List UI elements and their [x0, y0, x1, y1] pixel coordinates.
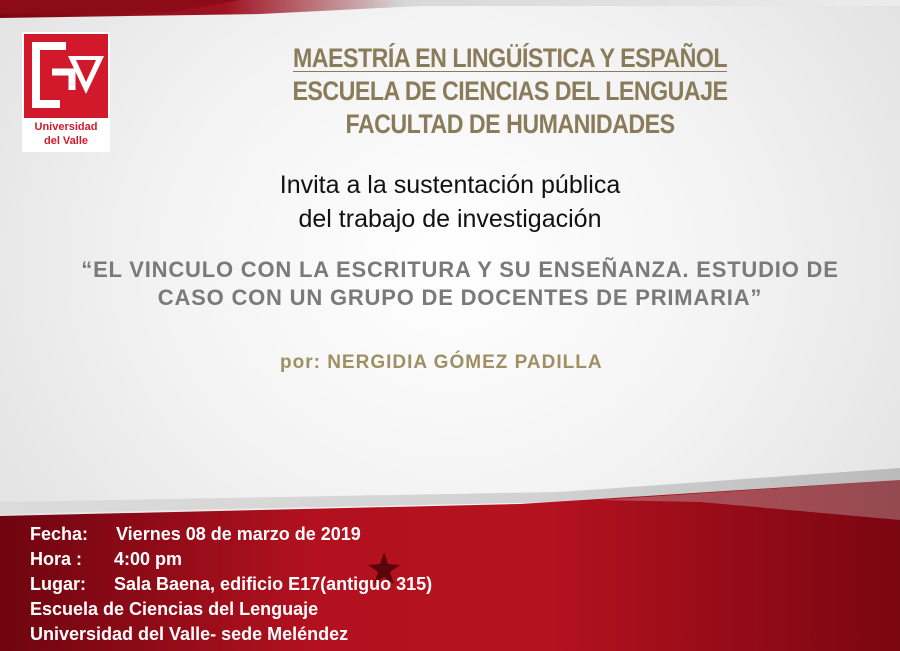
place-value: Sala Baena, edificio E17(antiguo 315): [114, 574, 433, 594]
invitation-text: [220, 168, 680, 236]
thesis-title-line-1: “EL VINCULO CON LA ESCRITURA Y SU ENSEÑANZA. ESTUDIO DE: [81, 257, 839, 282]
time-label: Hora :: [30, 549, 83, 569]
author-name: por: NERGIDIA GÓMEZ PADILLA: [280, 352, 603, 373]
program-header: [230, 42, 790, 141]
program-name: MAESTRÍA EN LINGÜÍSTICA Y ESPAÑOL: [292, 43, 728, 73]
date-row: [30, 522, 432, 547]
place-label: Lugar:: [30, 574, 86, 594]
thesis-title: [30, 256, 890, 312]
school-name: ESCUELA DE CIENCIAS DEL LENGUAJE: [292, 76, 728, 106]
time-row: [30, 547, 432, 572]
place-row: [30, 572, 432, 597]
svg-text:Universidad: Universidad: [34, 121, 98, 133]
thesis-title-line-2: CASO CON UN GRUPO DE DOCENTES DE PRIMARIA”: [157, 285, 763, 310]
faculty-name: FACULTAD DE HUMANIDADES: [345, 109, 675, 139]
date-value: Viernes 08 de marzo de 2019: [116, 524, 361, 544]
event-details: [30, 522, 432, 647]
universidad-del-valle-logo: [22, 32, 110, 152]
school-line: Escuela de Ciencias del Lenguaje: [30, 599, 319, 619]
top-decorative-bar: [0, 0, 900, 30]
time-value: 4:00 pm: [114, 549, 183, 569]
university-line: Universidad del Valle- sede Meléndez: [30, 624, 349, 644]
svg-text:del Valle: del Valle: [43, 135, 89, 147]
invitation-line-2: del trabajo de investigación: [298, 205, 602, 233]
invitation-line-1: Invita a la sustentación pública: [279, 171, 621, 199]
date-label: Fecha:: [30, 524, 89, 544]
